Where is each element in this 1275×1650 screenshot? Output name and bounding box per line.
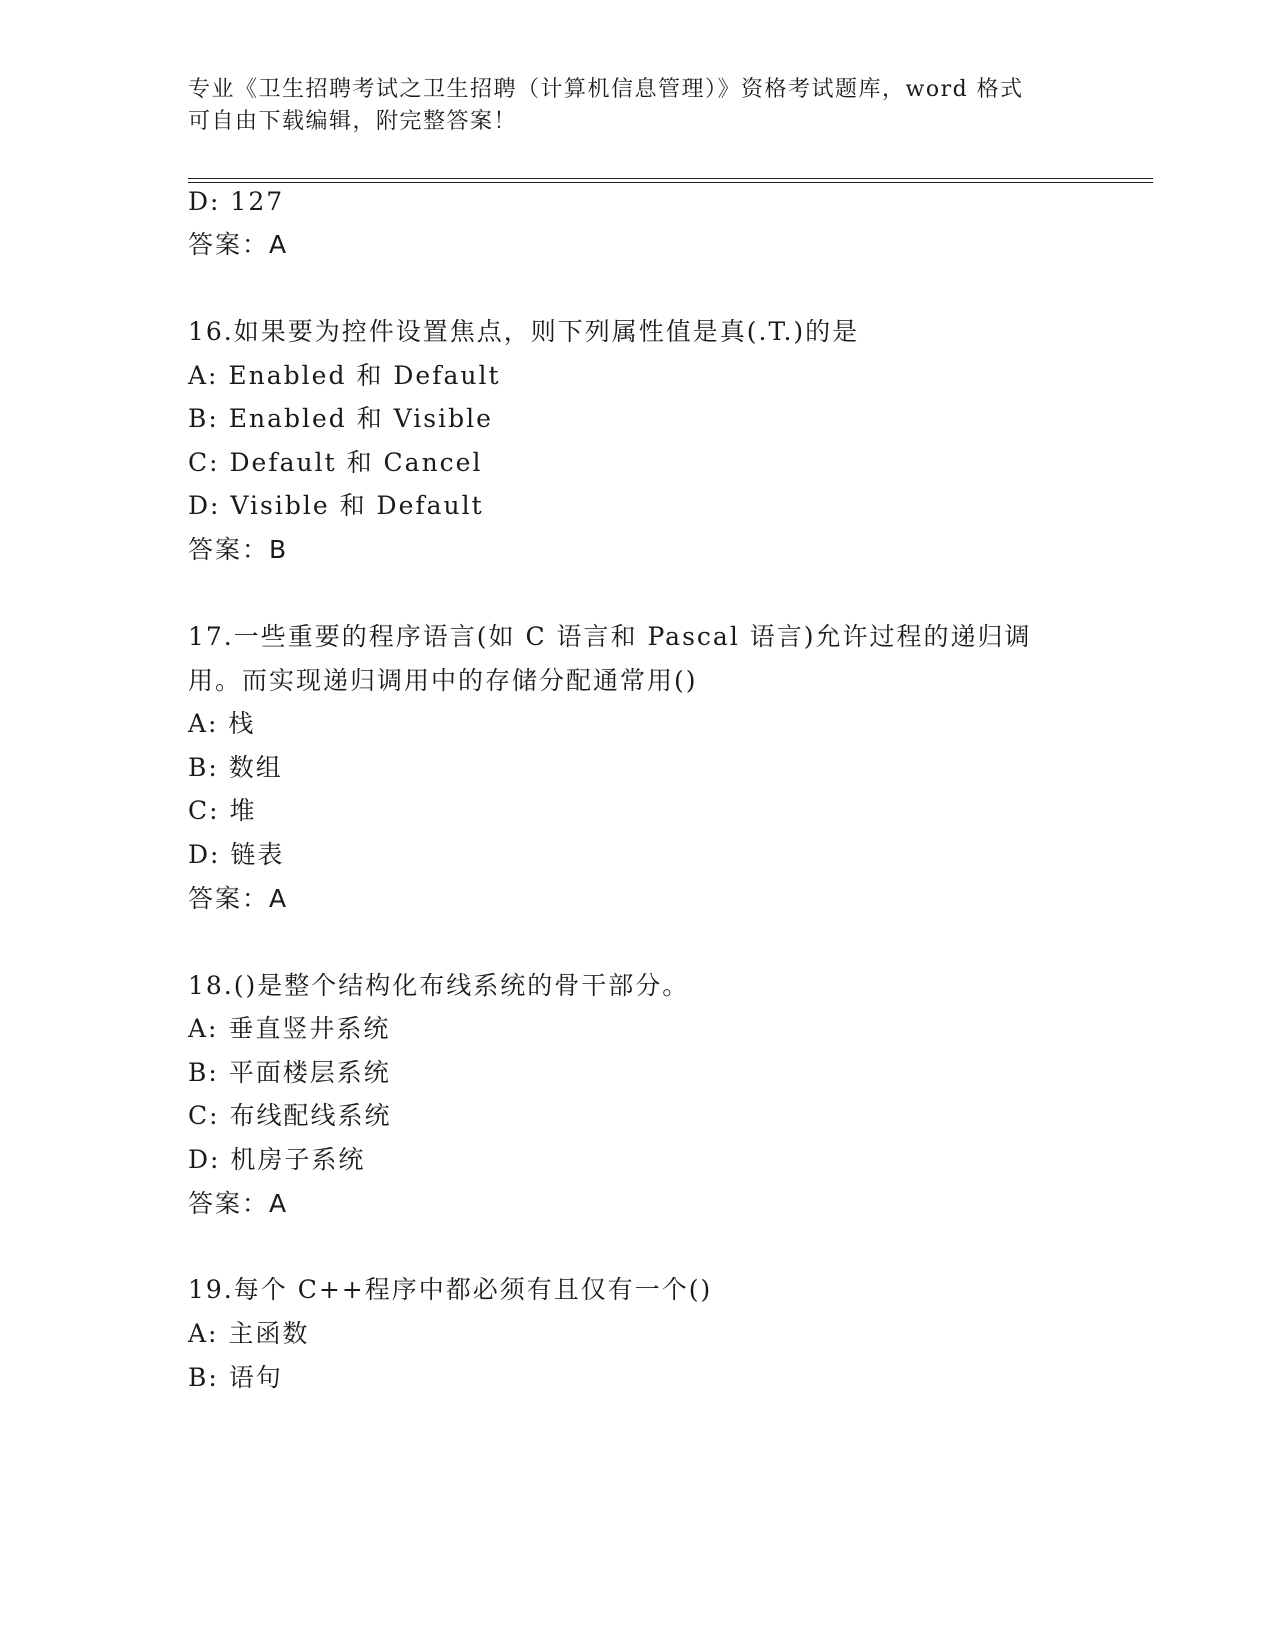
question-19-option-a: A: 主函数 [188,1319,310,1348]
question-17-option-c: C: 堆 [188,796,257,825]
question-16-option-c: C: Default 和 Cancel [188,448,483,477]
question-18-option-a: A: 垂直竖井系统 [188,1014,391,1043]
question-18-answer: 答案：A [188,1189,289,1218]
question-17-option-b: B: 数组 [188,753,283,782]
question-17-answer: 答案：A [188,884,289,913]
question-16-option-b: B: Enabled 和 Visible [188,404,493,433]
header-divider-top [188,178,1153,179]
option-d: D: 127 [188,187,285,216]
question-16-option-d: D: Visible 和 Default [188,491,484,520]
question-18-stem: 18.()是整个结构化布线系统的骨干部分。 [188,971,690,1000]
question-18-option-b: B: 平面楼层系统 [188,1058,391,1087]
question-18-option-d: D: 机房子系统 [188,1145,366,1174]
document-header [188,74,1088,138]
header-line-2: 可自由下载编辑，附完整答案！ [188,109,518,134]
question-17-option-d: D: 链表 [188,840,285,869]
header-line-1: 专业《卫生招聘考试之卫生招聘（计算机信息管理）》资格考试题库，word 格式 [188,77,1024,102]
answer-line: 答案：A [188,230,289,259]
question-17-stem-line-2: 用。而实现递归调用中的存储分配通常用() [188,666,698,695]
question-16-answer: 答案：B [188,535,289,564]
question-17-option-a: A: 栈 [188,709,256,738]
question-16-option-a: A: Enabled 和 Default [188,361,501,390]
question-17-stem-line-1: 17.一些重要的程序语言(如 C 语言和 Pascal 语言)允许过程的递归调 [188,622,1032,651]
question-16-stem: 16.如果要为控件设置焦点，则下列属性值是真(.T.)的是 [188,317,860,346]
header-divider-bottom [188,182,1153,183]
question-19-stem: 19.每个 C++程序中都必须有且仅有一个() [188,1275,713,1304]
question-19-option-b: B: 语句 [188,1363,283,1392]
question-18-option-c: C: 布线配线系统 [188,1101,392,1130]
